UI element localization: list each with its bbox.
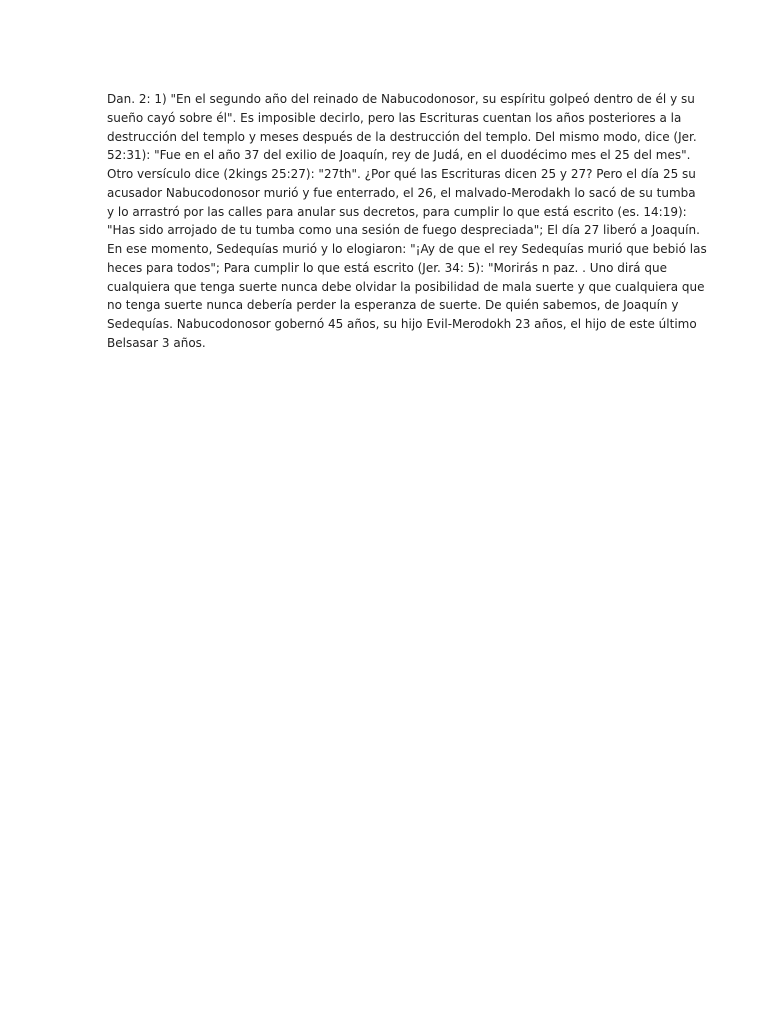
paragraph-line: Belsasar 3 años. xyxy=(107,335,206,350)
paragraph-line: sueño cayó sobre él". Es imposible decirlo, pero las Escrituras cuentan los años posteriores a la xyxy=(107,110,682,125)
paragraph-line: destrucción del templo y meses después de la destrucción del templo. Del mismo modo, dice (Jer. xyxy=(107,129,697,144)
paragraph-line: acusador Nabucodonosor murió y fue enterrado, el 26, el malvado-Merodakh lo sacó de su tumba xyxy=(107,185,696,200)
paragraph-line: 52:31): "Fue en el año 37 del exilio de Joaquín, rey de Judá, en el duodécimo mes el 25 del mes". xyxy=(107,148,691,163)
paragraph-line: cualquiera que tenga suerte nunca debe olvidar la posibilidad de mala suerte y que cualquiera que xyxy=(107,279,705,294)
paragraph-line: Otro versículo dice (2kings 25:27): "27th". ¿Por qué las Escrituras dicen 25 y 27? Pero el día 25 su xyxy=(107,167,696,181)
document-paragraph xyxy=(107,90,707,353)
paragraph-line: heces para todos"; Para cumplir lo que está escrito (Jer. 34: 5): "Morirás n paz. . Uno dirá que xyxy=(107,260,667,275)
paragraph-line: y lo arrastró por las calles para anular sus decretos, para cumplir lo que está escrito (es. 14:19): xyxy=(107,204,687,219)
paragraph-line: Sedequías. Nabucodonosor gobernó 45 años, su hijo Evil-Merodokh 23 años, el hijo de este último xyxy=(107,317,697,331)
paragraph-line: Dan. 2: 1) "En el segundo año del reinado de Nabucodonosor, su espíritu golpeó dentro de él y su xyxy=(107,92,695,106)
paragraph-line: no tenga suerte nunca debería perder la esperanza de suerte. De quién sabemos, de Joaquín y xyxy=(107,298,679,313)
paragraph-line: "Has sido arrojado de tu tumba como una sesión de fuego despreciada"; El día 27 liberó a Joaquín. xyxy=(107,223,700,238)
paragraph-line: En ese momento, Sedequías murió y lo elogiaron: "¡Ay de que el rey Sedequías murió que bebió las xyxy=(107,242,707,256)
